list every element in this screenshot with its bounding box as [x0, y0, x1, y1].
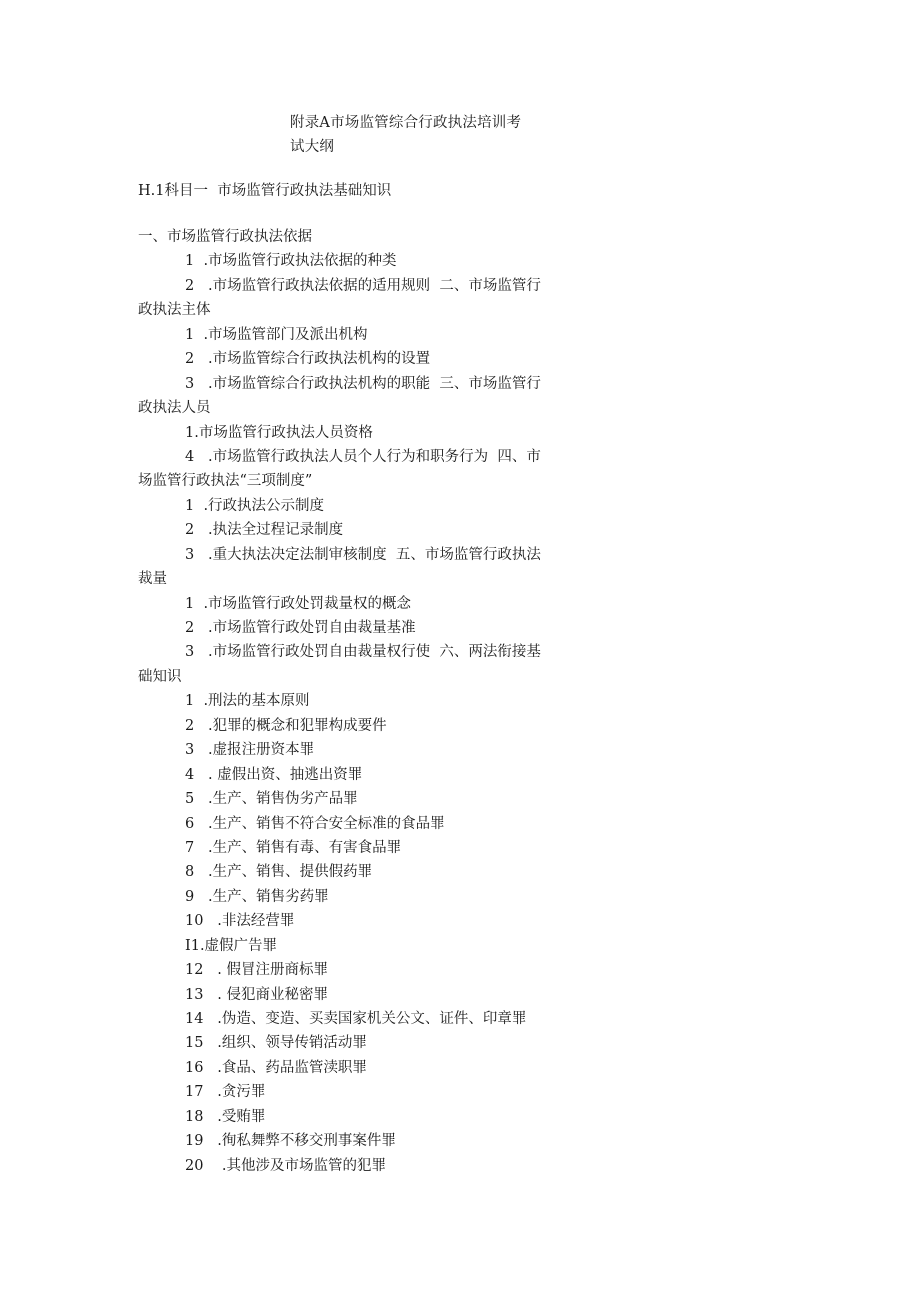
outline-line: 础知识	[138, 668, 182, 685]
document-title	[290, 111, 555, 159]
outline-line: 2 .执法全过程记录制度	[185, 522, 344, 539]
outline-line: 场监管行政执法“三项制度”	[138, 473, 313, 490]
outline-line: I1.虚假广告罪	[185, 937, 278, 954]
outline-line: 1 .市场监管部门及派出机构	[185, 326, 368, 343]
outline-line: 1 .行政执法公示制度	[185, 497, 325, 514]
outline-line: 1 .刑法的基本原则	[185, 693, 310, 710]
outline-line: 15 .组织、领导传销活动罪	[185, 1035, 367, 1052]
outline-line: 20 .其他涉及市场监管的犯罪	[185, 1157, 386, 1174]
outline-line: 18 .受贿罪	[185, 1108, 266, 1125]
outline-line: 1 .市场监管行政处罚裁量权的概念	[185, 595, 412, 612]
outline-line: 2 .市场监管行政执法依据的适用规则 二、市场监管行	[185, 277, 541, 294]
outline-line: 一、市场监管行政执法依据	[138, 229, 312, 245]
outline-line: 裁量	[138, 571, 167, 588]
syllabus-outline	[138, 225, 558, 1178]
outline-line: 政执法主体	[138, 302, 211, 319]
outline-line: 3 .市场监管综合行政执法机构的职能 三、市场监管行	[185, 375, 541, 392]
title-line-1: 附录A市场监管综合行政执法培训考	[290, 115, 522, 131]
outline-line: 17 .贪污罪	[185, 1084, 266, 1101]
outline-line: 19 .徇私舞弊不移交刑事案件罪	[185, 1133, 396, 1150]
outline-line: 3 .重大执法决定法制审核制度 五、市场监管行政执法	[185, 546, 541, 563]
title-line-2: 试大纲	[290, 139, 335, 155]
outline-line: 16 .食品、药品监管渎职罪	[185, 1059, 367, 1076]
outline-line: 12 . 假冒注册商标罪	[185, 962, 328, 979]
outline-line: 5 .生产、销售伪劣产品罪	[185, 791, 358, 808]
outline-line: 2 .市场监管行政处罚自由裁量基准	[185, 620, 416, 636]
outline-line: 1 .市场监管行政执法依据的种类	[185, 253, 397, 270]
outline-line: 4 . 虚假出资、抽逃出资罪	[185, 766, 363, 783]
outline-line: 4 .市场监管行政执法人员个人行为和职务行为 四、市	[185, 448, 541, 465]
outline-line: 3 .市场监管行政处罚自由裁量权行使 六、两法衔接基	[185, 644, 541, 661]
outline-line: 9 .生产、销售劣药罪	[185, 888, 329, 905]
outline-line: 8 .生产、销售、提供假药罪	[185, 864, 373, 881]
outline-line: 3 .虚报注册资本罪	[185, 742, 315, 759]
outline-line: 7 .生产、销售有毒、有害食品罪	[185, 839, 402, 856]
outline-line: 6 .生产、销售不符合安全标准的食品罪	[185, 815, 445, 832]
outline-line: 政执法人员	[138, 400, 211, 417]
outline-line: 2 .犯罪的概念和犯罪构成要件	[185, 717, 387, 734]
section-heading: H.1科目一 市场监管行政执法基础知识	[138, 183, 392, 199]
outline-line: 14 .伪造、变造、买卖国家机关公文、证件、印章罪	[185, 1011, 527, 1027]
outline-line: 10 .非法经营罪	[185, 913, 295, 930]
outline-line: 13 . 侵犯商业秘密罪	[185, 986, 328, 1003]
outline-line: 2 .市场监管综合行政执法机构的设置	[185, 351, 431, 368]
outline-line: 1.市场监管行政执法人员资格	[185, 424, 373, 441]
